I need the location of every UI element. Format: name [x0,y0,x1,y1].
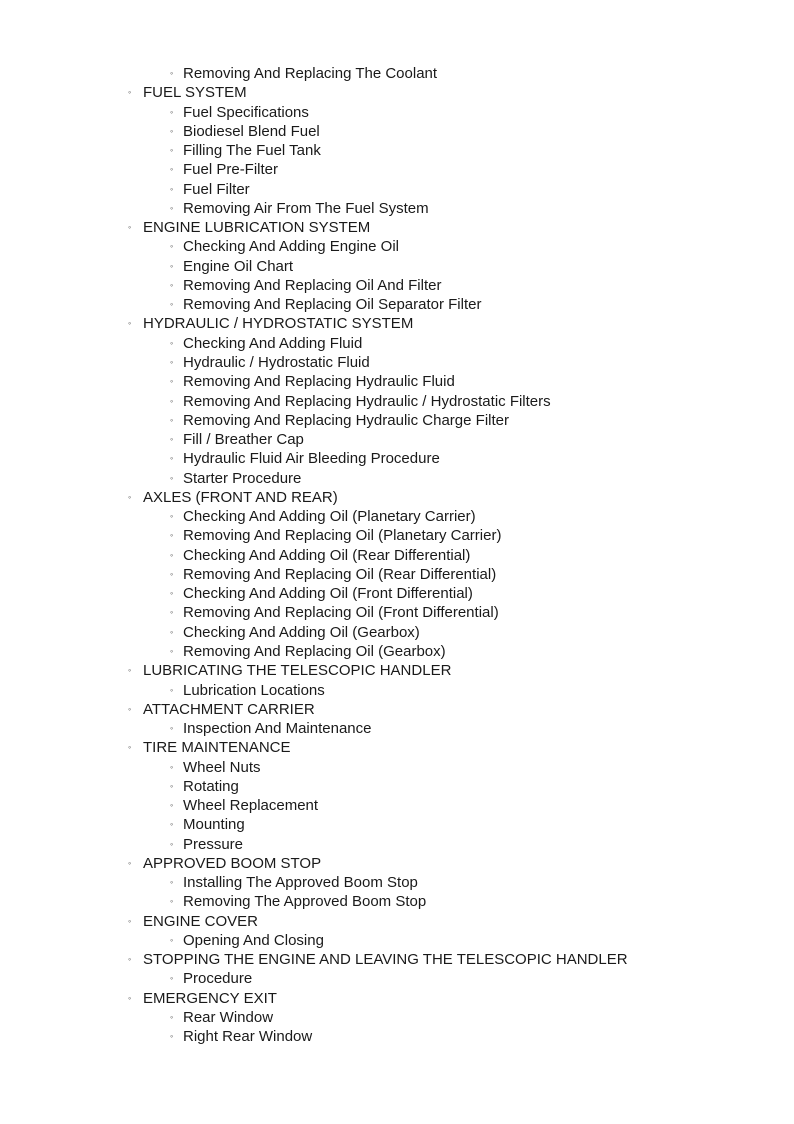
subsection-item [0,392,794,411]
subsection-item [0,546,794,565]
subsection-item-label: Starter Procedure [183,469,302,487]
subsection-item-label: Removing Air From The Fuel System [183,199,429,217]
subsection-item-label: Opening And Closing [183,931,324,949]
bullet-icon: ◦ [170,164,174,175]
subsection-item-label: Rear Window [183,1009,274,1027]
subsection-item-label: Checking And Adding Fluid [183,334,363,352]
bullet-icon: ◦ [170,337,174,348]
subsection-item-label: Checking And Adding Oil (Front Differential) [183,585,473,603]
subsection-item-label: Procedure [183,970,253,988]
bullet-icon: ◦ [170,626,174,637]
subsection-item [0,565,794,584]
subsection-item-label: Checking And Adding Oil (Planetary Carrier) [183,508,476,526]
subsection-item [0,411,794,430]
subsection-item [0,1027,794,1046]
subsection-item [0,122,794,141]
bullet-icon: ◦ [170,453,174,464]
bullet-icon: ◦ [128,87,132,98]
subsection-item [0,777,794,796]
subsection-item-label: Lubrication Locations [183,681,325,699]
bullet-icon: ◦ [128,954,132,965]
subsection-item-label: Removing And Replacing Hydraulic / Hydrostatic Filters [183,392,551,410]
subsection-item [0,64,794,83]
section-heading [0,989,794,1008]
subsection-item [0,353,794,372]
bullet-icon: ◦ [170,434,174,445]
subsection-item-label: Checking And Adding Oil (Rear Differential) [183,546,471,564]
subsection-item-label: Right Rear Window [183,1028,313,1046]
subsection-item-label: Removing And Replacing The Coolant [183,65,438,82]
section-heading-label: ENGINE LUBRICATION SYSTEM [143,219,371,237]
subsection-item [0,603,794,622]
bullet-icon: ◦ [170,761,174,772]
subsection-item [0,507,794,526]
subsection-item-label: Checking And Adding Engine Oil [183,238,399,256]
section-heading [0,912,794,931]
subsection-item-label: Fuel Filter [183,180,250,198]
bullet-icon: ◦ [170,819,174,830]
bullet-icon: ◦ [170,202,174,213]
bullet-icon: ◦ [170,838,174,849]
subsection-item [0,526,794,545]
bullet-icon: ◦ [170,260,174,271]
subsection-item-label: Installing The Approved Boom Stop [183,874,418,892]
bullet-icon: ◦ [128,491,132,502]
bullet-icon: ◦ [170,376,174,387]
subsection-item-label: Mounting [183,816,245,834]
section-heading-label: TIRE MAINTENANCE [143,739,291,757]
subsection-item [0,969,794,988]
subsection-item-label: Rotating [183,777,239,795]
subsection-item [0,1008,794,1027]
subsection-item-label: Removing And Replacing Hydraulic Charge Filter [183,411,509,429]
subsection-item-label: Biodiesel Blend Fuel [183,122,320,140]
bullet-icon: ◦ [170,973,174,984]
bullet-icon: ◦ [170,414,174,425]
section-heading-label: ENGINE COVER [143,912,259,930]
subsection-item [0,430,794,449]
bullet-icon: ◦ [128,992,132,1003]
section-heading-label: LUBRICATING THE TELESCOPIC HANDLER [143,662,452,680]
bullet-icon: ◦ [170,183,174,194]
subsection-item [0,372,794,391]
bullet-icon: ◦ [170,279,174,290]
subsection-item [0,257,794,276]
subsection-item [0,835,794,854]
subsection-item [0,623,794,642]
section-heading [0,738,794,757]
table-of-contents [0,64,794,1047]
bullet-icon: ◦ [128,915,132,926]
bullet-icon: ◦ [170,1012,174,1023]
subsection-item [0,449,794,468]
section-heading-label: AXLES (FRONT AND REAR) [143,488,338,506]
bullet-icon: ◦ [170,241,174,252]
bullet-icon: ◦ [170,877,174,888]
bullet-icon: ◦ [170,588,174,599]
bullet-icon: ◦ [170,645,174,656]
subsection-item-label: Hydraulic Fluid Air Bleeding Procedure [183,450,440,468]
subsection-item [0,103,794,122]
subsection-item-label: Wheel Replacement [183,797,319,815]
subsection-item-label: Filling The Fuel Tank [183,142,321,160]
bullet-icon: ◦ [128,857,132,868]
section-heading [0,700,794,719]
subsection-item-label: Checking And Adding Oil (Gearbox) [183,623,420,641]
bullet-icon: ◦ [170,299,174,310]
section-heading-label: ATTACHMENT CARRIER [143,700,315,718]
bullet-icon: ◦ [170,145,174,156]
bullet-icon: ◦ [128,703,132,714]
subsection-item [0,295,794,314]
subsection-item-label: Removing And Replacing Oil And Filter [183,276,442,294]
section-heading-label: STOPPING THE ENGINE AND LEAVING THE TELESCOPIC HANDLER [143,951,628,969]
subsection-item-label: Fill / Breather Cap [183,431,304,449]
section-heading-label: EMERGENCY EXIT [143,989,277,1007]
bullet-icon: ◦ [170,896,174,907]
subsection-item-label: Removing And Replacing Oil Separator Filter [183,296,482,314]
subsection-item-label: Removing And Replacing Oil (Gearbox) [183,642,446,660]
section-heading [0,488,794,507]
section-heading [0,83,794,102]
bullet-icon: ◦ [170,511,174,522]
bullet-icon: ◦ [170,395,174,406]
subsection-item-label: Pressure [183,835,244,853]
bullet-icon: ◦ [170,568,174,579]
bullet-icon: ◦ [170,125,174,136]
section-heading [0,854,794,873]
section-heading [0,950,794,969]
subsection-item [0,796,794,815]
bullet-icon: ◦ [128,742,132,753]
bullet-icon: ◦ [170,800,174,811]
subsection-item [0,469,794,488]
subsection-item [0,180,794,199]
subsection-item-label: Fuel Specifications [183,103,309,121]
bullet-icon: ◦ [170,356,174,367]
bullet-icon: ◦ [170,68,174,78]
bullet-icon: ◦ [170,530,174,541]
subsection-item [0,892,794,911]
bullet-icon: ◦ [170,684,174,695]
bullet-icon: ◦ [170,472,174,483]
subsection-item-label: Removing And Replacing Oil (Planetary Carrier) [183,527,502,545]
section-heading [0,661,794,680]
subsection-item [0,681,794,700]
subsection-item-label: Fuel Pre-Filter [183,161,279,179]
bullet-icon: ◦ [128,665,132,676]
section-heading-label: HYDRAULIC / HYDROSTATIC SYSTEM [143,315,414,333]
subsection-item [0,931,794,950]
subsection-item [0,237,794,256]
bullet-icon: ◦ [170,106,174,117]
subsection-item-label: Hydraulic / Hydrostatic Fluid [183,353,370,371]
subsection-item [0,584,794,603]
subsection-item [0,873,794,892]
subsection-item [0,719,794,738]
bullet-icon: ◦ [128,318,132,329]
section-heading-label: APPROVED BOOM STOP [143,854,322,872]
section-heading-label: FUEL SYSTEM [143,84,247,102]
bullet-icon: ◦ [170,1031,174,1042]
subsection-item [0,815,794,834]
subsection-item [0,642,794,661]
bullet-icon: ◦ [170,780,174,791]
subsection-item [0,276,794,295]
subsection-item [0,199,794,218]
bullet-icon: ◦ [170,549,174,560]
bullet-icon: ◦ [170,934,174,945]
subsection-item-label: Wheel Nuts [183,758,261,776]
subsection-item [0,758,794,777]
subsection-item-label: Removing The Approved Boom Stop [183,893,427,911]
subsection-item-label: Removing And Replacing Oil (Rear Differential) [183,565,497,583]
bullet-icon: ◦ [128,222,132,233]
bullet-icon: ◦ [170,607,174,618]
section-heading [0,314,794,333]
subsection-item-label: Engine Oil Chart [183,257,294,275]
section-heading [0,218,794,237]
subsection-item-label: Inspection And Maintenance [183,720,372,738]
bullet-icon: ◦ [170,723,174,734]
subsection-item [0,141,794,160]
subsection-item [0,334,794,353]
subsection-item-label: Removing And Replacing Oil (Front Differential) [183,604,499,622]
subsection-item-label: Removing And Replacing Hydraulic Fluid [183,373,455,391]
subsection-item [0,160,794,179]
